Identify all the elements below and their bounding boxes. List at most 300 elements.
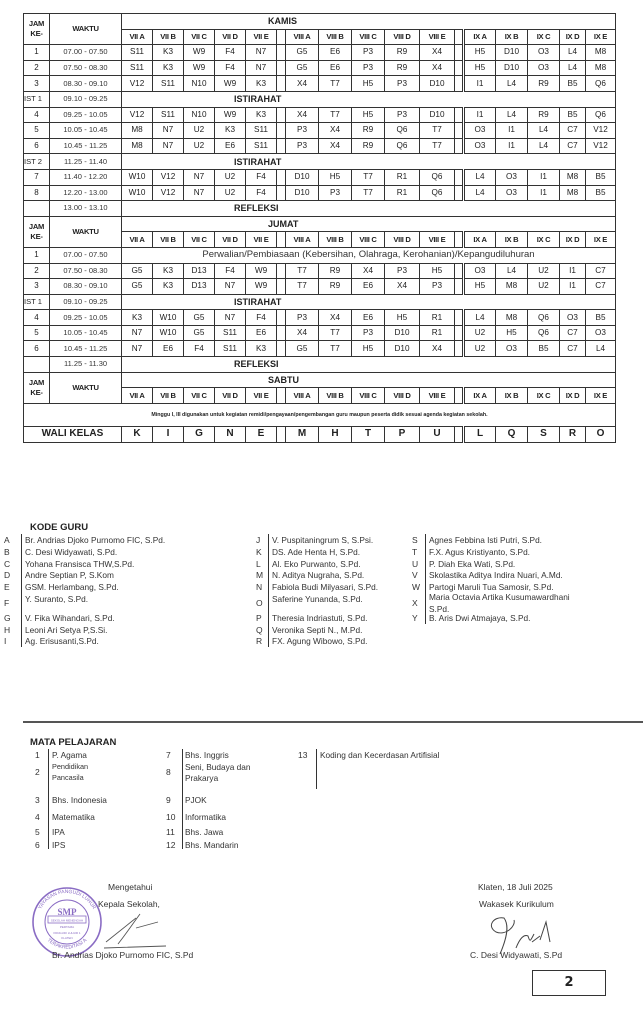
teacher-code-cell: Q6 <box>385 123 420 139</box>
sign-left-line1: Mengetahui <box>108 882 153 892</box>
class-header: VIII E <box>420 232 455 248</box>
wali-code: R <box>560 426 586 442</box>
code-key: Y <box>412 612 418 623</box>
class-header: VII A <box>122 388 153 404</box>
teacher-code-cell: U2 <box>528 279 560 295</box>
code-name: Saferine Yunanda, S.Pd. <box>272 594 363 604</box>
wali-code: K <box>122 426 153 442</box>
teacher-code-cell: P3 <box>385 76 420 92</box>
teacher-code-cell: D13 <box>184 263 215 279</box>
jam-ke: 6 <box>24 138 50 154</box>
waktu: 09.10 - 09.25 <box>50 91 122 107</box>
schedule-row <box>24 247 616 263</box>
schedule-row <box>24 310 616 326</box>
teacher-code-cell: K3 <box>246 341 277 357</box>
mapel-name: Bhs. Inggris <box>185 750 229 760</box>
spacer <box>455 45 464 61</box>
waktu-header: WAKTU <box>50 372 122 403</box>
teacher-code-cell: T7 <box>286 263 319 279</box>
class-header: VIII D <box>385 232 420 248</box>
spacer <box>277 107 286 123</box>
teacher-code-cell: T7 <box>319 76 352 92</box>
teacher-code-cell: E6 <box>153 341 184 357</box>
teacher-code-cell: T7 <box>352 185 385 201</box>
teacher-code-cell: M8 <box>496 310 528 326</box>
mapel-name: PJOK <box>185 795 207 805</box>
spacer <box>455 107 464 123</box>
teacher-code-cell: T7 <box>319 341 352 357</box>
mapel-name: P. Agama <box>52 750 87 760</box>
jam-ke-header <box>24 372 50 403</box>
teacher-code-cell: I1 <box>528 185 560 201</box>
jam-ke: 4 <box>24 107 50 123</box>
spacer <box>455 185 464 201</box>
sign-right-title: Wakasek Kurikulum <box>479 899 554 909</box>
teacher-code-cell: O3 <box>586 325 616 341</box>
jam-ke: 5 <box>24 325 50 341</box>
teacher-code-cell: F4 <box>246 185 277 201</box>
wali-code: U <box>420 426 455 442</box>
teacher-code-cell: X4 <box>385 279 420 295</box>
teacher-code-cell: U2 <box>184 123 215 139</box>
code-key: H <box>4 624 11 635</box>
teacher-code-cell: W9 <box>215 76 246 92</box>
code-key: P <box>256 612 262 623</box>
mapel-number: 4 <box>35 812 40 822</box>
wali-code: P <box>385 426 420 442</box>
teacher-code-cell: H5 <box>464 45 496 61</box>
teacher-code-cell: C7 <box>586 263 616 279</box>
spacer <box>277 76 286 92</box>
teacher-code-cell: W10 <box>122 169 153 185</box>
teacher-code-cell: D10 <box>385 341 420 357</box>
teacher-code-cell: T7 <box>420 123 455 139</box>
class-header: VIII B <box>319 29 352 45</box>
class-header: VIII C <box>352 29 385 45</box>
teacher-code-cell: I1 <box>528 169 560 185</box>
class-header: IX C <box>528 232 560 248</box>
activity-note: Perwalian/Pembiasaan (Kebersihan, Olahraga, Kerohanian)/Kepangudiluhuran <box>122 247 616 263</box>
jam-ke: IST 1 <box>24 294 50 310</box>
teacher-code-cell: N7 <box>122 341 153 357</box>
teacher-code-cell: U2 <box>184 138 215 154</box>
teacher-code-cell: K3 <box>246 107 277 123</box>
teacher-code-cell: K3 <box>153 263 184 279</box>
waktu: 09.10 - 09.25 <box>50 294 122 310</box>
teacher-code-cell: R9 <box>319 263 352 279</box>
code-name: V. Puspitaningrum S, S.Psi. <box>272 535 374 545</box>
code-key: L <box>256 558 261 569</box>
teacher-code-cell: H5 <box>385 310 420 326</box>
code-key: O <box>256 597 263 608</box>
list-divider <box>48 749 49 849</box>
mapel-name: IPS <box>52 840 66 850</box>
teacher-code-cell: G5 <box>184 310 215 326</box>
teacher-code-cell: L4 <box>560 60 586 76</box>
wali-code: M <box>286 426 319 442</box>
code-key: C <box>4 558 11 569</box>
code-key: E <box>4 582 10 593</box>
code-name: B. Aris Dwi Atmajaya, S.Pd. <box>429 612 531 623</box>
teacher-code-cell: D10 <box>286 185 319 201</box>
svg-text:YAYASAN PANGUDI LUHUR: YAYASAN PANGUDI LUHUR <box>37 888 97 911</box>
code-name: GSM. Herlambang, S.Pd. <box>25 582 119 593</box>
teacher-code-cell: B5 <box>560 76 586 92</box>
svg-text:SEKOLAH MENENGAH: SEKOLAH MENENGAH <box>50 918 84 923</box>
teacher-code-cell: K3 <box>246 76 277 92</box>
wali-code: G <box>184 426 215 442</box>
teacher-code-cell: Q6 <box>420 169 455 185</box>
wali-code: Q <box>496 426 528 442</box>
jam-ke-header <box>24 216 50 247</box>
teacher-code-cell: V12 <box>586 138 616 154</box>
schedule-row <box>24 185 616 201</box>
code-key: I <box>4 636 7 647</box>
kode-guru-title: KODE GURU <box>30 522 89 533</box>
teacher-code-cell: G5 <box>286 45 319 61</box>
schedule-row <box>24 294 616 310</box>
teacher-code-cell: D10 <box>286 169 319 185</box>
teacher-code-cell: O3 <box>560 310 586 326</box>
code-key: Q <box>256 624 263 635</box>
mapel-number: 12 <box>166 840 176 850</box>
teacher-code-cell: F4 <box>246 310 277 326</box>
teacher-code-cell: G5 <box>286 341 319 357</box>
code-name: Al. Eko Purwanto, S.Pd. <box>272 558 361 569</box>
code-name: DS. Ade Henta H, S.Pd. <box>272 546 361 557</box>
code-key: F <box>4 597 10 608</box>
teacher-code-cell: F4 <box>246 169 277 185</box>
jam-ke: IST 2 <box>24 154 50 170</box>
teacher-code-cell: S11 <box>153 107 184 123</box>
teacher-code-cell: N7 <box>215 310 246 326</box>
mapel-number: 11 <box>166 827 175 837</box>
day-header-row <box>24 372 616 388</box>
schedule-row <box>24 60 616 76</box>
teacher-code-cell: Q6 <box>586 107 616 123</box>
teacher-code-cell: N7 <box>122 325 153 341</box>
jam-ke: 4 <box>24 310 50 326</box>
jam-ke: 7 <box>24 169 50 185</box>
spacer <box>277 388 286 404</box>
teacher-code-cell: D10 <box>496 45 528 61</box>
teacher-code-cell: C7 <box>560 325 586 341</box>
spacer <box>277 426 286 442</box>
teacher-code-cell: P3 <box>352 60 385 76</box>
teacher-code-cell: B5 <box>586 185 616 201</box>
list-divider <box>268 534 269 647</box>
spacer <box>455 60 464 76</box>
mapel-number: 6 <box>35 840 40 850</box>
teacher-code-cell: R9 <box>528 76 560 92</box>
teacher-code-cell: W9 <box>184 45 215 61</box>
divider <box>23 721 643 723</box>
mapel-name-cont: Pancasila <box>52 773 84 782</box>
spacer <box>455 325 464 341</box>
teacher-code-cell: L4 <box>560 45 586 61</box>
jam-ke: 2 <box>24 60 50 76</box>
spacer <box>455 341 464 357</box>
mapel-number: 1 <box>35 750 40 760</box>
waktu: 11.25 - 11.40 <box>50 154 122 170</box>
jam-ke: 8 <box>24 185 50 201</box>
waktu: 11.25 - 11.30 <box>50 357 122 373</box>
teacher-code-cell: T7 <box>420 138 455 154</box>
break-label: REFLEKSI <box>122 357 616 373</box>
spacer <box>277 123 286 139</box>
class-header: IX D <box>560 232 586 248</box>
list-divider <box>316 749 317 789</box>
spacer <box>455 76 464 92</box>
schedule-row <box>24 279 616 295</box>
waktu: 10.05 - 10.45 <box>50 123 122 139</box>
spacer <box>277 325 286 341</box>
class-header: VII D <box>215 232 246 248</box>
teacher-code-cell: H5 <box>420 263 455 279</box>
schedule-row <box>24 341 616 357</box>
teacher-code-cell: X4 <box>420 341 455 357</box>
ke-label: KE- <box>30 231 43 241</box>
code-key: V <box>412 570 418 581</box>
teacher-code-cell: X4 <box>286 325 319 341</box>
class-header: IX B <box>496 29 528 45</box>
wali-code: E <box>246 426 277 442</box>
code-name: FX. Agung Wibowo, S.Pd. <box>272 636 368 647</box>
teacher-code-cell: R9 <box>352 123 385 139</box>
teacher-code-cell: K3 <box>215 123 246 139</box>
wali-code: I <box>153 426 184 442</box>
teacher-code-cell: N7 <box>246 60 277 76</box>
schedule-row <box>24 45 616 61</box>
spacer <box>277 185 286 201</box>
schedule-table <box>23 13 616 443</box>
teacher-code-cell: I1 <box>560 279 586 295</box>
code-key: J <box>256 535 261 545</box>
class-header: VIII B <box>319 232 352 248</box>
teacher-code-cell: K3 <box>153 60 184 76</box>
teacher-code-cell: M8 <box>560 185 586 201</box>
wali-code: S <box>528 426 560 442</box>
mapel-number: 10 <box>166 812 176 822</box>
teacher-code-cell: V12 <box>122 107 153 123</box>
svg-text:TERAKREDITASI A: TERAKREDITASI A <box>45 937 89 951</box>
spacer <box>455 388 464 404</box>
teacher-code-cell: I1 <box>496 123 528 139</box>
teacher-code-cell: L4 <box>586 341 616 357</box>
class-header: IX E <box>586 388 616 404</box>
mapel-number: 2 <box>35 767 40 777</box>
waktu: 10.45 - 11.25 <box>50 138 122 154</box>
teacher-code-cell: R9 <box>385 60 420 76</box>
code-name: Leoni Ari Setya P,S.Si. <box>25 624 108 635</box>
teacher-code-cell: L4 <box>496 76 528 92</box>
mapel-name: Bhs. Mandarin <box>185 840 239 850</box>
teacher-code-cell: F4 <box>184 341 215 357</box>
day-header-row <box>24 14 616 30</box>
teacher-code-cell: G5 <box>286 60 319 76</box>
jam-ke: 6 <box>24 341 50 357</box>
teacher-code-cell: I1 <box>496 138 528 154</box>
teacher-code-cell: R1 <box>385 169 420 185</box>
teacher-code-cell: X4 <box>319 138 352 154</box>
teacher-code-cell: W9 <box>246 279 277 295</box>
signature-left <box>96 908 176 952</box>
class-header: VIII B <box>319 388 352 404</box>
class-header: IX D <box>560 29 586 45</box>
teacher-code-cell: W10 <box>153 325 184 341</box>
teacher-code-cell: H5 <box>352 107 385 123</box>
class-header: VIII C <box>352 388 385 404</box>
teacher-code-cell: V12 <box>153 169 184 185</box>
mapel-name: Bhs. Jawa <box>185 827 224 837</box>
code-name: Ag. Erisusanti,S.Pd. <box>25 636 99 647</box>
waktu: 09.25 - 10.05 <box>50 107 122 123</box>
list-divider <box>21 534 22 647</box>
teacher-code-cell: M8 <box>586 45 616 61</box>
teacher-code-cell: H5 <box>464 60 496 76</box>
spacer <box>455 310 464 326</box>
teacher-code-cell: B5 <box>586 169 616 185</box>
wali-code: T <box>352 426 385 442</box>
waktu: 13.00 - 13.10 <box>50 201 122 217</box>
schedule-row <box>24 76 616 92</box>
jam-label: JAM <box>28 377 45 387</box>
teacher-code-cell: M8 <box>122 123 153 139</box>
teacher-code-cell: G5 <box>122 279 153 295</box>
waktu-header: WAKTU <box>50 216 122 247</box>
teacher-code-cell: K3 <box>153 279 184 295</box>
teacher-code-cell: I1 <box>464 107 496 123</box>
spacer <box>455 279 464 295</box>
teacher-code-cell: S11 <box>122 45 153 61</box>
teacher-code-cell: S11 <box>215 325 246 341</box>
mapel-name: Pendidikan <box>52 762 89 771</box>
waktu: 11.40 - 12.20 <box>50 169 122 185</box>
break-label: ISTIRAHAT <box>122 91 616 107</box>
teacher-code-cell: Q6 <box>586 76 616 92</box>
jam-ke: 1 <box>24 247 50 263</box>
teacher-code-cell: V12 <box>153 185 184 201</box>
teacher-code-cell: X4 <box>352 263 385 279</box>
code-name: Yohana Fransisca THW,S.Pd. <box>25 558 135 569</box>
code-name: C. Desi Widyawati, S.Pd. <box>25 546 118 557</box>
jam-ke: 3 <box>24 76 50 92</box>
teacher-code-cell: R1 <box>420 310 455 326</box>
day-title: SABTU <box>122 372 616 388</box>
code-key: T <box>412 546 418 557</box>
teacher-code-cell: N7 <box>184 169 215 185</box>
teacher-code-cell: P3 <box>286 123 319 139</box>
list-divider <box>182 749 183 849</box>
class-header: VIII A <box>286 388 319 404</box>
teacher-code-cell: E6 <box>246 325 277 341</box>
sabtu-note-row <box>24 403 616 426</box>
class-header: IX E <box>586 232 616 248</box>
teacher-code-cell: E6 <box>319 60 352 76</box>
spacer <box>277 138 286 154</box>
break-label: ISTIRAHAT <box>122 154 616 170</box>
class-header: IX B <box>496 388 528 404</box>
class-header: VII A <box>122 29 153 45</box>
mapel-number: 3 <box>35 795 40 805</box>
teacher-code-cell: N10 <box>184 107 215 123</box>
teacher-code-cell: E6 <box>319 45 352 61</box>
schedule-row <box>24 169 616 185</box>
spacer <box>455 138 464 154</box>
teacher-code-cell: E6 <box>352 279 385 295</box>
teacher-code-cell: R1 <box>420 325 455 341</box>
jam-ke: 2 <box>24 263 50 279</box>
class-header: VIII E <box>420 29 455 45</box>
teacher-code-cell: C7 <box>560 138 586 154</box>
teacher-code-cell: M8 <box>560 169 586 185</box>
code-key: M <box>256 570 264 581</box>
teacher-code-cell: B5 <box>560 107 586 123</box>
class-header: VIII D <box>385 388 420 404</box>
day-title: KAMIS <box>122 14 616 30</box>
day-header-row <box>24 216 616 232</box>
teacher-code-cell: Q6 <box>528 310 560 326</box>
wali-kelas-label: WALI KELAS <box>24 426 122 442</box>
break-label: ISTIRAHAT <box>122 294 616 310</box>
sign-left-name: Br. Andrias Djoko Purnomo FIC, S.Pd <box>52 950 194 960</box>
mapel-name: Seni, Budaya dan <box>185 762 251 772</box>
code-name: Maria Octavia Artika Kusumawardhani <box>429 592 570 602</box>
teacher-code-cell: R9 <box>385 45 420 61</box>
class-header: IX C <box>528 388 560 404</box>
teacher-code-cell: P3 <box>385 107 420 123</box>
spacer <box>455 169 464 185</box>
spacer <box>277 45 286 61</box>
code-key: K <box>256 546 262 557</box>
jam-ke: 1 <box>24 45 50 61</box>
teacher-code-cell: U2 <box>215 185 246 201</box>
waktu: 07.50 - 08.30 <box>50 60 122 76</box>
teacher-code-cell: N7 <box>246 45 277 61</box>
code-name: Andre Septian P, S.Kom <box>25 570 114 581</box>
spacer <box>455 232 464 248</box>
jam-ke: 3 <box>24 279 50 295</box>
class-header: IX E <box>586 29 616 45</box>
teacher-code-cell: C7 <box>560 341 586 357</box>
teacher-code-cell: X4 <box>286 76 319 92</box>
teacher-code-cell: C7 <box>586 279 616 295</box>
mapel-name: Informatika <box>185 812 227 822</box>
waktu: 08.30 - 09.10 <box>50 76 122 92</box>
teacher-code-cell: L4 <box>464 185 496 201</box>
teacher-code-cell: W10 <box>122 185 153 201</box>
ke-label: KE- <box>30 387 43 397</box>
schedule-row <box>24 357 616 373</box>
svg-text:PERTAMA: PERTAMA <box>59 925 75 929</box>
teacher-code-cell: B5 <box>528 341 560 357</box>
code-key: N <box>256 582 263 593</box>
teacher-code-cell: U2 <box>528 263 560 279</box>
mapel-name: IPA <box>52 827 65 837</box>
teacher-code-cell: F4 <box>215 45 246 61</box>
class-header: VII C <box>184 29 215 45</box>
teacher-code-cell: O3 <box>464 123 496 139</box>
teacher-code-cell: O3 <box>464 138 496 154</box>
mapel-title: MATA PELAJARAN <box>30 737 117 748</box>
teacher-code-cell: I1 <box>464 76 496 92</box>
code-name: Skolastika Aditya Indira Nuari, A.Md. <box>429 570 563 581</box>
schedule-row <box>24 263 616 279</box>
page-number: 2 <box>532 970 606 996</box>
class-header: VIII A <box>286 29 319 45</box>
teacher-code-cell: S11 <box>122 60 153 76</box>
class-header: VII E <box>246 232 277 248</box>
